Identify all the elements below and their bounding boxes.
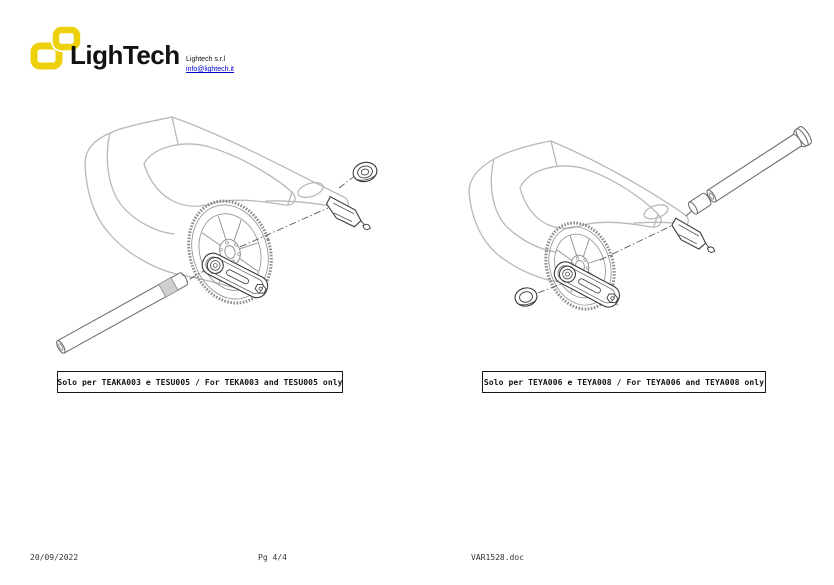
company-name: Lightech s.r.l xyxy=(186,56,226,63)
rear-axle-rod xyxy=(55,271,190,355)
logo-brand-text: LighTech xyxy=(70,40,180,70)
axle-nut xyxy=(351,160,379,184)
lightech-logo xyxy=(28,26,180,72)
chain-adjuster-plate xyxy=(199,250,271,301)
footer-date: 20/09/2022 xyxy=(30,553,79,562)
company-info xyxy=(186,55,234,75)
email-link[interactable]: info@lightech.it xyxy=(186,66,234,73)
axle-adjuster-bracket xyxy=(667,218,720,255)
swingarm-diagram-right xyxy=(458,108,818,348)
rear-sprocket xyxy=(176,190,284,314)
axle-nut xyxy=(513,286,538,308)
caption-text-left: Solo per TEAKA003 e TESU005 / For TEKA003 and TESU005 only xyxy=(57,377,343,387)
caption-box-left xyxy=(57,371,343,393)
figure-left xyxy=(52,100,392,370)
swingarm-diagram-left xyxy=(52,100,392,370)
figure-right xyxy=(458,108,818,348)
footer-page-number: Pg 4/4 xyxy=(258,553,287,562)
rear-axle-rod xyxy=(685,125,813,218)
axle-adjuster-bracket xyxy=(323,196,376,232)
caption-box-right xyxy=(482,371,766,393)
footer-doc-name: VAR1528.doc xyxy=(471,553,524,562)
caption-text-right: Solo per TEYA006 e TEYA008 / For TEYA006 and TEYA008 only xyxy=(483,377,765,387)
